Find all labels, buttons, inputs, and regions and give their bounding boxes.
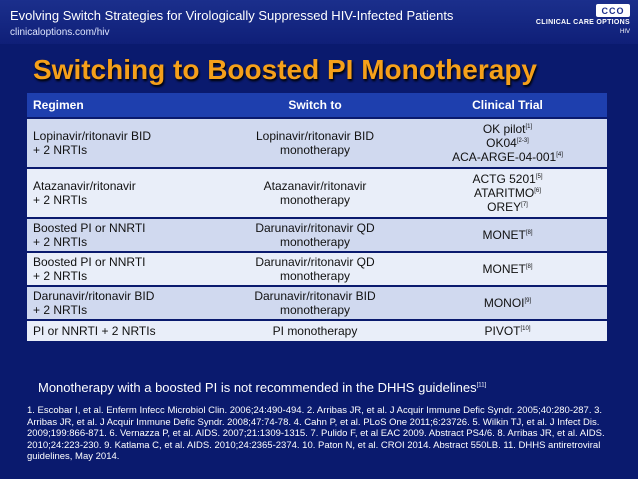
cell-regimen — [27, 252, 222, 286]
column-header-switch-to: Switch to — [222, 93, 408, 118]
switch-to-line: monotherapy — [279, 269, 351, 283]
trial-label: MONET — [482, 228, 526, 242]
guideline-note-ref: [11] — [476, 382, 487, 389]
switch-to-line: Atazanavir/ritonavir — [263, 179, 367, 193]
switch-to-line: monotherapy — [279, 143, 351, 157]
trial-name — [414, 200, 601, 214]
regimen-line: + 2 NRTIs — [33, 235, 88, 249]
slide-title: Switching to Boosted PI Monotherapy — [33, 54, 537, 85]
cco-logo-box — [596, 4, 630, 17]
trial-label: ACA-ARGE-04-001 — [452, 150, 557, 164]
table-row — [27, 218, 607, 252]
cell-switch-to — [222, 118, 408, 168]
table-row — [27, 320, 607, 342]
cell-clinical-trial — [408, 118, 607, 168]
trial-reference: [10] — [520, 326, 531, 332]
regimen-line: + 2 NRTIs — [33, 143, 88, 157]
regimen-line: Darunavir/ritonavir BID — [33, 289, 155, 303]
guideline-note-text: Monotherapy with a boosted PI is not recommended in the DHHS guidelines — [38, 380, 477, 395]
trial-name — [414, 324, 601, 338]
trial-reference: [1] — [525, 124, 533, 130]
references: 1. Escobar I, et al. Enferm Infecc Microbiol Clin. 2006;24:490-494. 2. Arribas JR, et al. J Acquir Immune Defic Syndr. 2005;40:280-287. 3. Arribas JR, et al. J Acquir Immune Defic Syndr. 2008;47:74-78. 4. Cahn P, et al. PLoS One 2011;6:23726. 5. Wilkin TJ, et al. J Infect Dis. 2009;199:866-871. 6. Vernazza P, et al. AIDS. 2007;21:1309-1315. 7. Pulido F, et al EAC 2009. Abstract PS4/6. 8. Arribas JR, et al. AIDS. 2010;24:223-230. 9. Katlama C, et al. AIDS. 2010;24:2365-2374. 10. Paton N, et al. CROI 2014. Abstract 550LB. 11. DHHS antiretroviral guidelines, May 2014. — [27, 405, 605, 462]
trial-name — [414, 186, 601, 200]
cell-switch-to — [222, 252, 408, 286]
trial-name — [414, 136, 601, 150]
presentation-title: Evolving Switch Strategies for Virologically Suppressed HIV-Infected Patients — [10, 8, 454, 23]
trial-reference: [8] — [525, 264, 533, 270]
regimen-line: + 2 NRTIs — [33, 269, 88, 283]
trial-reference: [6] — [534, 188, 541, 194]
cell-clinical-trial — [408, 286, 607, 320]
table-row — [27, 286, 607, 320]
switch-to-line: Darunavir/ritonavir QD — [255, 255, 375, 269]
cell-clinical-trial — [408, 252, 607, 286]
regimen-line: Lopinavir/ritonavir BID — [33, 129, 152, 143]
site-url: clinicaloptions.com/hiv — [10, 27, 110, 38]
switch-to-line: monotherapy — [279, 235, 351, 249]
column-header-regimen: Regimen — [27, 93, 222, 118]
trial-label: MONET — [482, 262, 526, 276]
cell-switch-to — [222, 168, 408, 218]
cell-clinical-trial — [408, 218, 607, 252]
cco-logo-subtext: HIV — [619, 29, 630, 35]
cell-regimen — [27, 168, 222, 218]
trial-label: OK pilot — [482, 122, 526, 136]
trial-name — [414, 122, 601, 136]
switch-to-line: Darunavir/ritonavir BID — [254, 289, 376, 303]
trial-reference: [2-3] — [516, 138, 529, 144]
trial-name — [414, 150, 601, 164]
switch-to-line: monotherapy — [279, 193, 351, 207]
table-row — [27, 168, 607, 218]
regimen-line: + 2 NRTIs — [33, 193, 88, 207]
regimen-line: + 2 NRTIs — [33, 303, 88, 317]
trial-label: ATARITMO — [474, 186, 535, 200]
trial-name — [414, 228, 601, 242]
trial-name — [414, 262, 601, 276]
trial-reference: [8] — [525, 230, 533, 236]
cell-switch-to — [222, 218, 408, 252]
cell-regimen — [27, 218, 222, 252]
trial-label: OREY — [487, 200, 522, 214]
trial-label: MONOI — [483, 296, 525, 310]
cell-clinical-trial — [408, 320, 607, 342]
switch-to-line: Darunavir/ritonavir QD — [255, 221, 375, 235]
regimen-line: Atazanavir/ritonavir — [33, 179, 136, 193]
trial-label: OK04 — [486, 136, 517, 150]
switch-to-line: Lopinavir/ritonavir BID — [255, 129, 375, 143]
cco-logo-mark: CCO — [601, 5, 625, 16]
table-row — [27, 252, 607, 286]
regimen-line: Boosted PI or NNRTI — [33, 221, 146, 235]
switch-to-line: PI monotherapy — [272, 324, 358, 338]
trial-reference: [4] — [556, 152, 563, 158]
cco-logo-text: CLINICAL CARE OPTIONS — [535, 19, 630, 26]
table-header-row — [27, 93, 607, 118]
table-row — [27, 118, 607, 168]
cco-logo — [536, 4, 632, 40]
cell-regimen — [27, 286, 222, 320]
guideline-note — [38, 380, 618, 395]
cell-regimen — [27, 118, 222, 168]
regimen-line: PI or NNRTI + 2 NRTIs — [33, 324, 156, 338]
trial-reference: [5] — [535, 174, 543, 180]
trial-label: PIVOT — [484, 324, 521, 338]
regimen-line: Boosted PI or NNRTI — [33, 255, 146, 269]
cell-regimen — [27, 320, 222, 342]
cell-switch-to — [222, 320, 408, 342]
trial-name — [414, 296, 601, 310]
cell-clinical-trial — [408, 168, 607, 218]
trial-reference: [7] — [521, 202, 528, 208]
trial-label: ACTG 5201 — [472, 172, 536, 186]
trial-reference: [9] — [524, 298, 532, 304]
cell-switch-to — [222, 286, 408, 320]
column-header-clinical-trial: Clinical Trial — [408, 93, 607, 118]
switch-to-line: monotherapy — [279, 303, 351, 317]
trial-name — [414, 172, 601, 186]
switch-table — [27, 93, 607, 343]
